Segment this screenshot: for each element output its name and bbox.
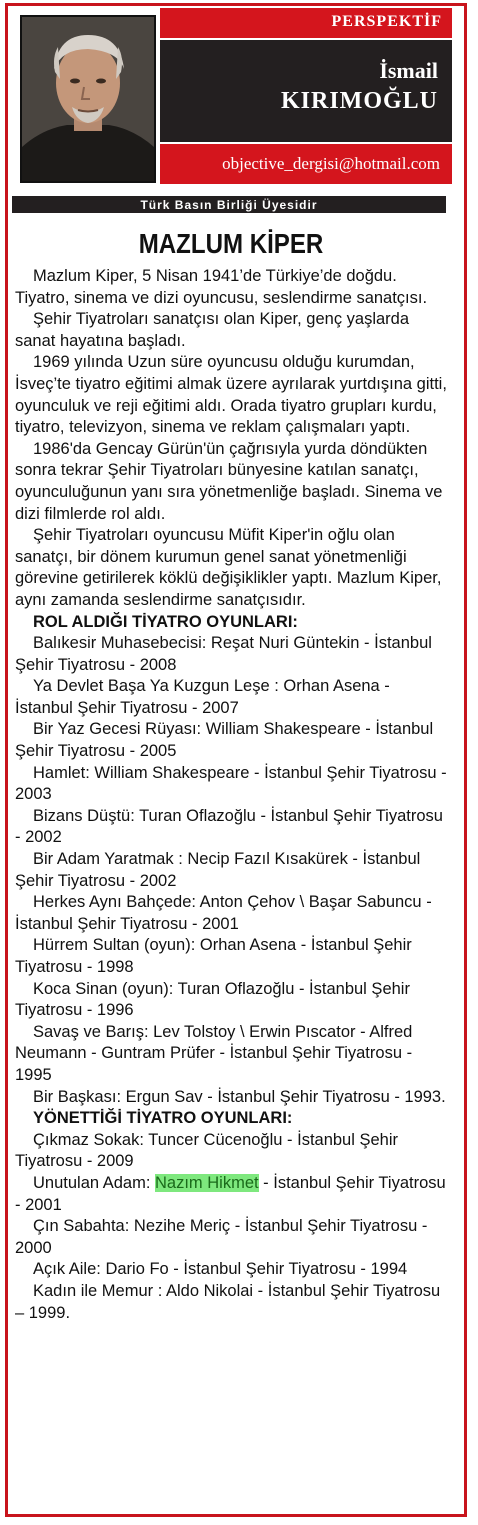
paragraph-early-career: Şehir Tiyatroları sanatçısı olan Kiper, genç yaşlarda sanat hayatına başladı. [15,310,410,350]
role-item: Bir Yaz Gecesi Rüyası: William Shakespeare - İstanbul Şehir Tiyatrosu - 2005 [15,720,434,761]
roles-heading: ROL ALDIĞI TİYATRO OYUNLARI: [33,612,298,631]
author-first-name: İsmail [379,58,438,83]
article-title: MAZLUM KİPER [138,228,324,259]
column-banner [160,8,452,38]
highlighted-name[interactable]: Nazım Hikmet [155,1173,259,1192]
role-item: Herkes Aynı Bahçede: Anton Çehov \ Başar Sabuncu - İstanbul Şehir Tiyatrosu - 2001 [15,893,432,933]
role-item: Hürrem Sultan (oyun): Orhan Asena - İstanbul Şehir Tiyatrosu - 1998 [15,936,412,976]
directed-item-text: - İstanbul Şehir Tiyatrosu - 2001 [15,1173,446,1214]
directed-item [15,1173,447,1216]
directed-item: Çın Sabahta: Nezihe Meriç - İstanbul Şehir Tiyatrosu - 2000 [15,1217,428,1257]
author-banner [160,40,452,142]
role-item: Hamlet: William Shakespeare - İstanbul Şehir Tiyatrosu - 2003 [15,763,447,804]
directed-item: Kadın ile Memur : Aldo Nikolai - İstanbul Şehir Tiyatrosu – 1999. [15,1281,441,1322]
author-portrait-icon [22,17,154,181]
author-photo [20,15,156,183]
author-last-name: KIRIMOĞLU [280,88,438,114]
role-item: Bizans Düştü: Turan Oflazoğlu - İstanbul Şehir Tiyatrosu - 2002 [15,806,443,847]
paragraph-return: 1986'da Gencay Gürün'ün çağrısıyla yurda döndükten sonra tekrar Şehir Tiyatroları bünyesine katılan sanatçı, oyunculuğunun yanı sıra yönetmenliğe başladı. Sinema ve dizi filmlerde rol aldı. [15,439,443,523]
article-body [15,266,447,1324]
membership-note: Türk Basın Birliği Üyesidir [140,198,318,212]
role-item: Bir Başkası: Ergun Sav - İstanbul Şehir Tiyatrosu - 1993. [33,1087,446,1106]
email-banner [160,144,452,184]
directed-item: Açık Aile: Dario Fo - İstanbul Şehir Tiyatrosu - 1994 [33,1260,408,1279]
author-email[interactable]: objective_dergisi@hotmail.com [222,154,440,173]
paragraph-birth: Mazlum Kiper, 5 Nisan 1941’de Türkiye’de doğdu. Tiyatro, sinema ve dizi oyuncusu, seslendirme sanatçısı. [15,267,428,307]
column-name: PERSPEKTİF [331,13,442,30]
paragraph-directorship: Şehir Tiyatroları oyuncusu Müfit Kiper'in oğlu olan sanatçı, bir dönem kurumun genel sanat yönetmenliği görevine getirilerek köklü değişiklikler yaptı. Mazlum Kiper, aynı zamanda seslendirme sanatçısıdır. [15,526,442,609]
role-item: Koca Sinan (oyun): Turan Oflazoğlu - İstanbul Şehir Tiyatrosu - 1996 [15,979,410,1020]
paragraph-sweden: 1969 yılında Uzun süre oyuncusu olduğu kurumdan, İsveç’te tiyatro eğitimi almak üzere ayrılarak yurtdışına gitti, oyunculuk ve reji eğitimi aldı. Orada tiyatro grupları kurdu, tiyatro, televizyon, sinema ve reklam çalışmaları yaptı. [15,353,447,437]
role-item: Balıkesir Muhasebecisi: Reşat Nuri Güntekin - İstanbul Şehir Tiyatrosu - 2008 [15,634,432,674]
directed-item-text: Unutulan Adam: [33,1173,155,1192]
role-item: Savaş ve Barış: Lev Tolstoy \ Erwin Pıscator - Alfred Neumann - Guntram Prüfer - İstanbul Şehir Tiyatrosu - 1995 [15,1022,413,1084]
press-membership-bar [12,196,446,213]
role-item: Bir Adam Yaratmak : Necip Fazıl Kısakürek - İstanbul Şehir Tiyatrosu - 2002 [15,850,421,890]
directed-heading: YÖNETTİĞİ TİYATRO OYUNLARI: [33,1109,293,1128]
role-item: Ya Devlet Başa Ya Kuzgun Leşe : Orhan Asena - İstanbul Şehir Tiyatrosu - 2007 [15,677,390,717]
directed-item: Çıkmaz Sokak: Tuncer Cücenoğlu - İstanbul Şehir Tiyatrosu - 2009 [15,1130,399,1171]
